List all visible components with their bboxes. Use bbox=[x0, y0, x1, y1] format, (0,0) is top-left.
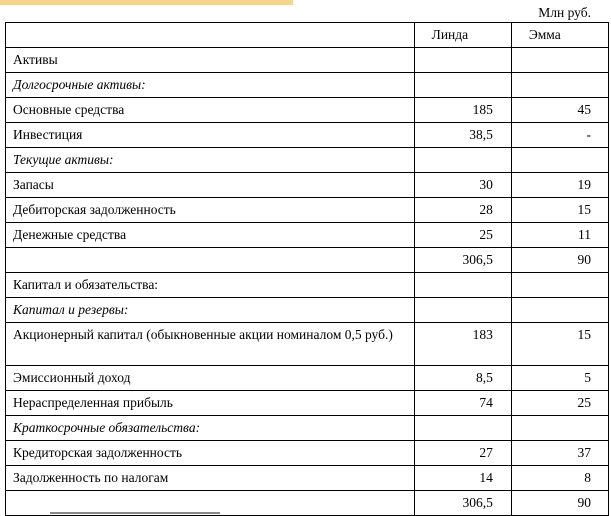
table-header-row bbox=[6, 23, 609, 48]
value-emma: 45 bbox=[511, 98, 608, 123]
value-emma: 15 bbox=[511, 198, 608, 223]
table-row bbox=[6, 198, 609, 223]
total-linda: 306,5 bbox=[414, 248, 511, 273]
total-emma: 90 bbox=[511, 491, 608, 516]
text-highlight-fragment bbox=[0, 0, 293, 5]
total-emma: 90 bbox=[511, 248, 608, 273]
value-emma: 11 bbox=[511, 223, 608, 248]
section-row-equity-liabilities bbox=[6, 273, 609, 298]
subsection-label: Капитал и резервы: bbox=[6, 298, 415, 323]
subsection-row-equity-reserves bbox=[6, 298, 609, 323]
value-linda bbox=[414, 416, 511, 441]
cut-off-text-fragment bbox=[50, 509, 220, 515]
value-linda bbox=[414, 273, 511, 298]
subsection-label: Долгосрочные активы: bbox=[6, 73, 415, 98]
value-linda bbox=[414, 48, 511, 73]
value-emma: 37 bbox=[511, 441, 608, 466]
value-linda: 74 bbox=[414, 391, 511, 416]
subsection-row-current-liabilities bbox=[6, 416, 609, 441]
item-label: Инвестиция bbox=[6, 123, 415, 148]
value-emma bbox=[511, 73, 608, 98]
value-linda: 8,5 bbox=[414, 366, 511, 391]
item-label: Запасы bbox=[6, 173, 415, 198]
table-row bbox=[6, 123, 609, 148]
section-row-assets bbox=[6, 48, 609, 73]
table-row bbox=[6, 323, 609, 366]
value-emma bbox=[511, 148, 608, 173]
item-label: Эмиссионный доход bbox=[6, 366, 415, 391]
value-emma bbox=[511, 273, 608, 298]
value-emma: - bbox=[511, 123, 608, 148]
table-row bbox=[6, 441, 609, 466]
table-row bbox=[6, 391, 609, 416]
value-linda bbox=[414, 73, 511, 98]
total-label bbox=[6, 248, 415, 273]
subsection-label: Текущие активы: bbox=[6, 148, 415, 173]
item-label: Задолженность по налогам bbox=[6, 466, 415, 491]
value-linda: 27 bbox=[414, 441, 511, 466]
item-label: Акционерный капитал (обыкновенные акции номиналом 0,5 руб.) bbox=[6, 323, 415, 366]
header-empty-cell bbox=[6, 23, 415, 48]
item-label: Денежные средства bbox=[6, 223, 415, 248]
table-row bbox=[6, 466, 609, 491]
table-row bbox=[6, 98, 609, 123]
unit-label: Млн руб. bbox=[538, 5, 591, 20]
column-header-emma: Эмма bbox=[511, 23, 608, 48]
section-label: Активы bbox=[6, 48, 415, 73]
subsection-label: Краткосрочные обязательства: bbox=[6, 416, 415, 441]
value-emma: 19 bbox=[511, 173, 608, 198]
value-linda: 14 bbox=[414, 466, 511, 491]
section-label: Капитал и обязательства: bbox=[6, 273, 415, 298]
value-linda: 28 bbox=[414, 198, 511, 223]
item-label: Нераспределенная прибыль bbox=[6, 391, 415, 416]
table-row bbox=[6, 223, 609, 248]
value-linda: 183 bbox=[414, 323, 511, 366]
value-emma bbox=[511, 298, 608, 323]
value-linda bbox=[414, 298, 511, 323]
subsection-row-current-assets bbox=[6, 148, 609, 173]
item-label: Дебиторская задолженность bbox=[6, 198, 415, 223]
value-emma: 8 bbox=[511, 466, 608, 491]
value-emma: 15 bbox=[511, 323, 608, 366]
value-linda bbox=[414, 148, 511, 173]
value-emma bbox=[511, 416, 608, 441]
item-label: Кредиторская задолженность bbox=[6, 441, 415, 466]
value-linda: 25 bbox=[414, 223, 511, 248]
column-header-linda: Линда bbox=[414, 23, 511, 48]
value-linda: 185 bbox=[414, 98, 511, 123]
value-linda: 38,5 bbox=[414, 123, 511, 148]
balance-sheet-table bbox=[5, 22, 609, 516]
total-linda: 306,5 bbox=[414, 491, 511, 516]
subsection-row-noncurrent-assets bbox=[6, 73, 609, 98]
table-row bbox=[6, 366, 609, 391]
value-emma: 5 bbox=[511, 366, 608, 391]
item-label: Основные средства bbox=[6, 98, 415, 123]
total-row-assets bbox=[6, 248, 609, 273]
table-row bbox=[6, 173, 609, 198]
value-linda: 30 bbox=[414, 173, 511, 198]
value-emma bbox=[511, 48, 608, 73]
value-emma: 25 bbox=[511, 391, 608, 416]
